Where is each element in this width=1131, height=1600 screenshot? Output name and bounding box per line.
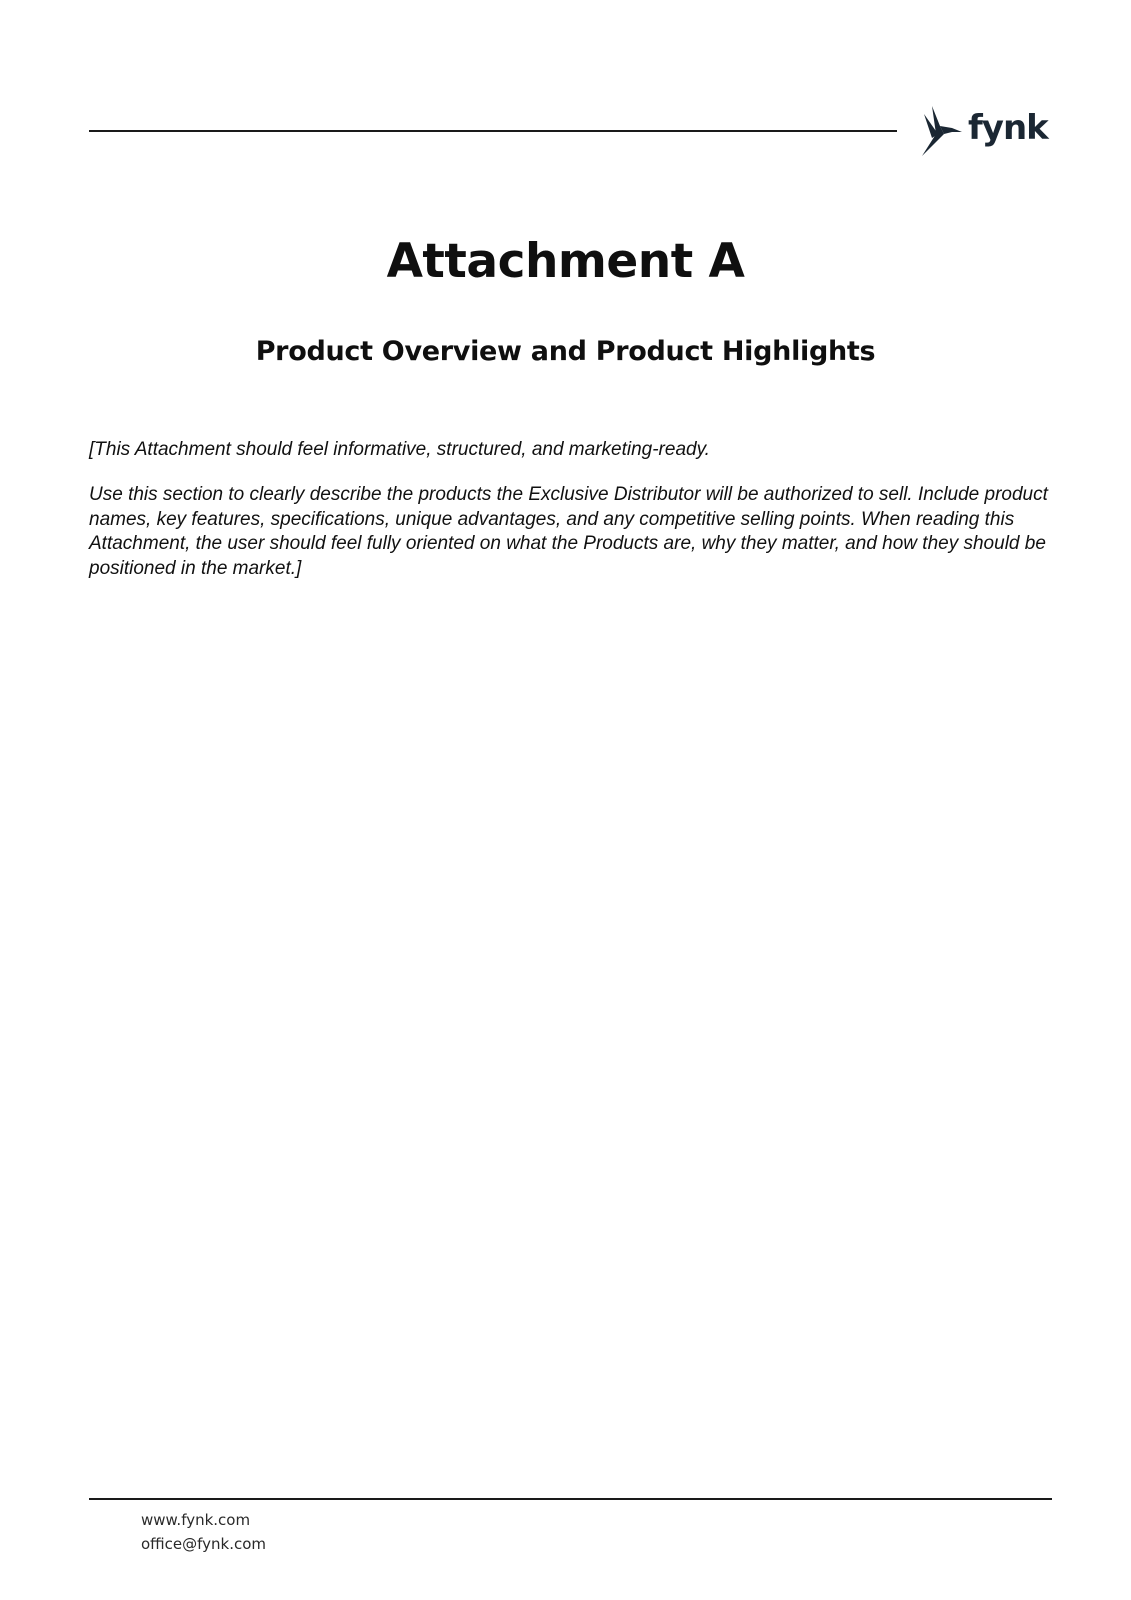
footer-divider [89,1498,1052,1500]
instruction-paragraph-1: [This Attachment should feel informative, structured, and marketing-ready. [89,439,710,460]
page-title: Attachment A [386,234,745,289]
footer-email: office@fynk.com [141,1535,267,1553]
logo-wordmark: fynk [968,108,1048,148]
footer-website: www.fynk.com [141,1511,251,1529]
header-divider [89,130,897,132]
instruction-paragraph-2: Use this section to clearly describe the products the Exclusive Distributor will be authorized to sell. Include product names, key features, specifications, unique advantages, and any competitive selling points. When reading this Attachment, the user should feel fully oriented on what the Products are, why they matter, and how they should be positioned in the market.] [89,484,1048,579]
page-subtitle: Product Overview and Product Highlights [255,336,876,367]
fynk-logo [918,104,1052,162]
fynk-bird-logo-icon [918,104,962,160]
